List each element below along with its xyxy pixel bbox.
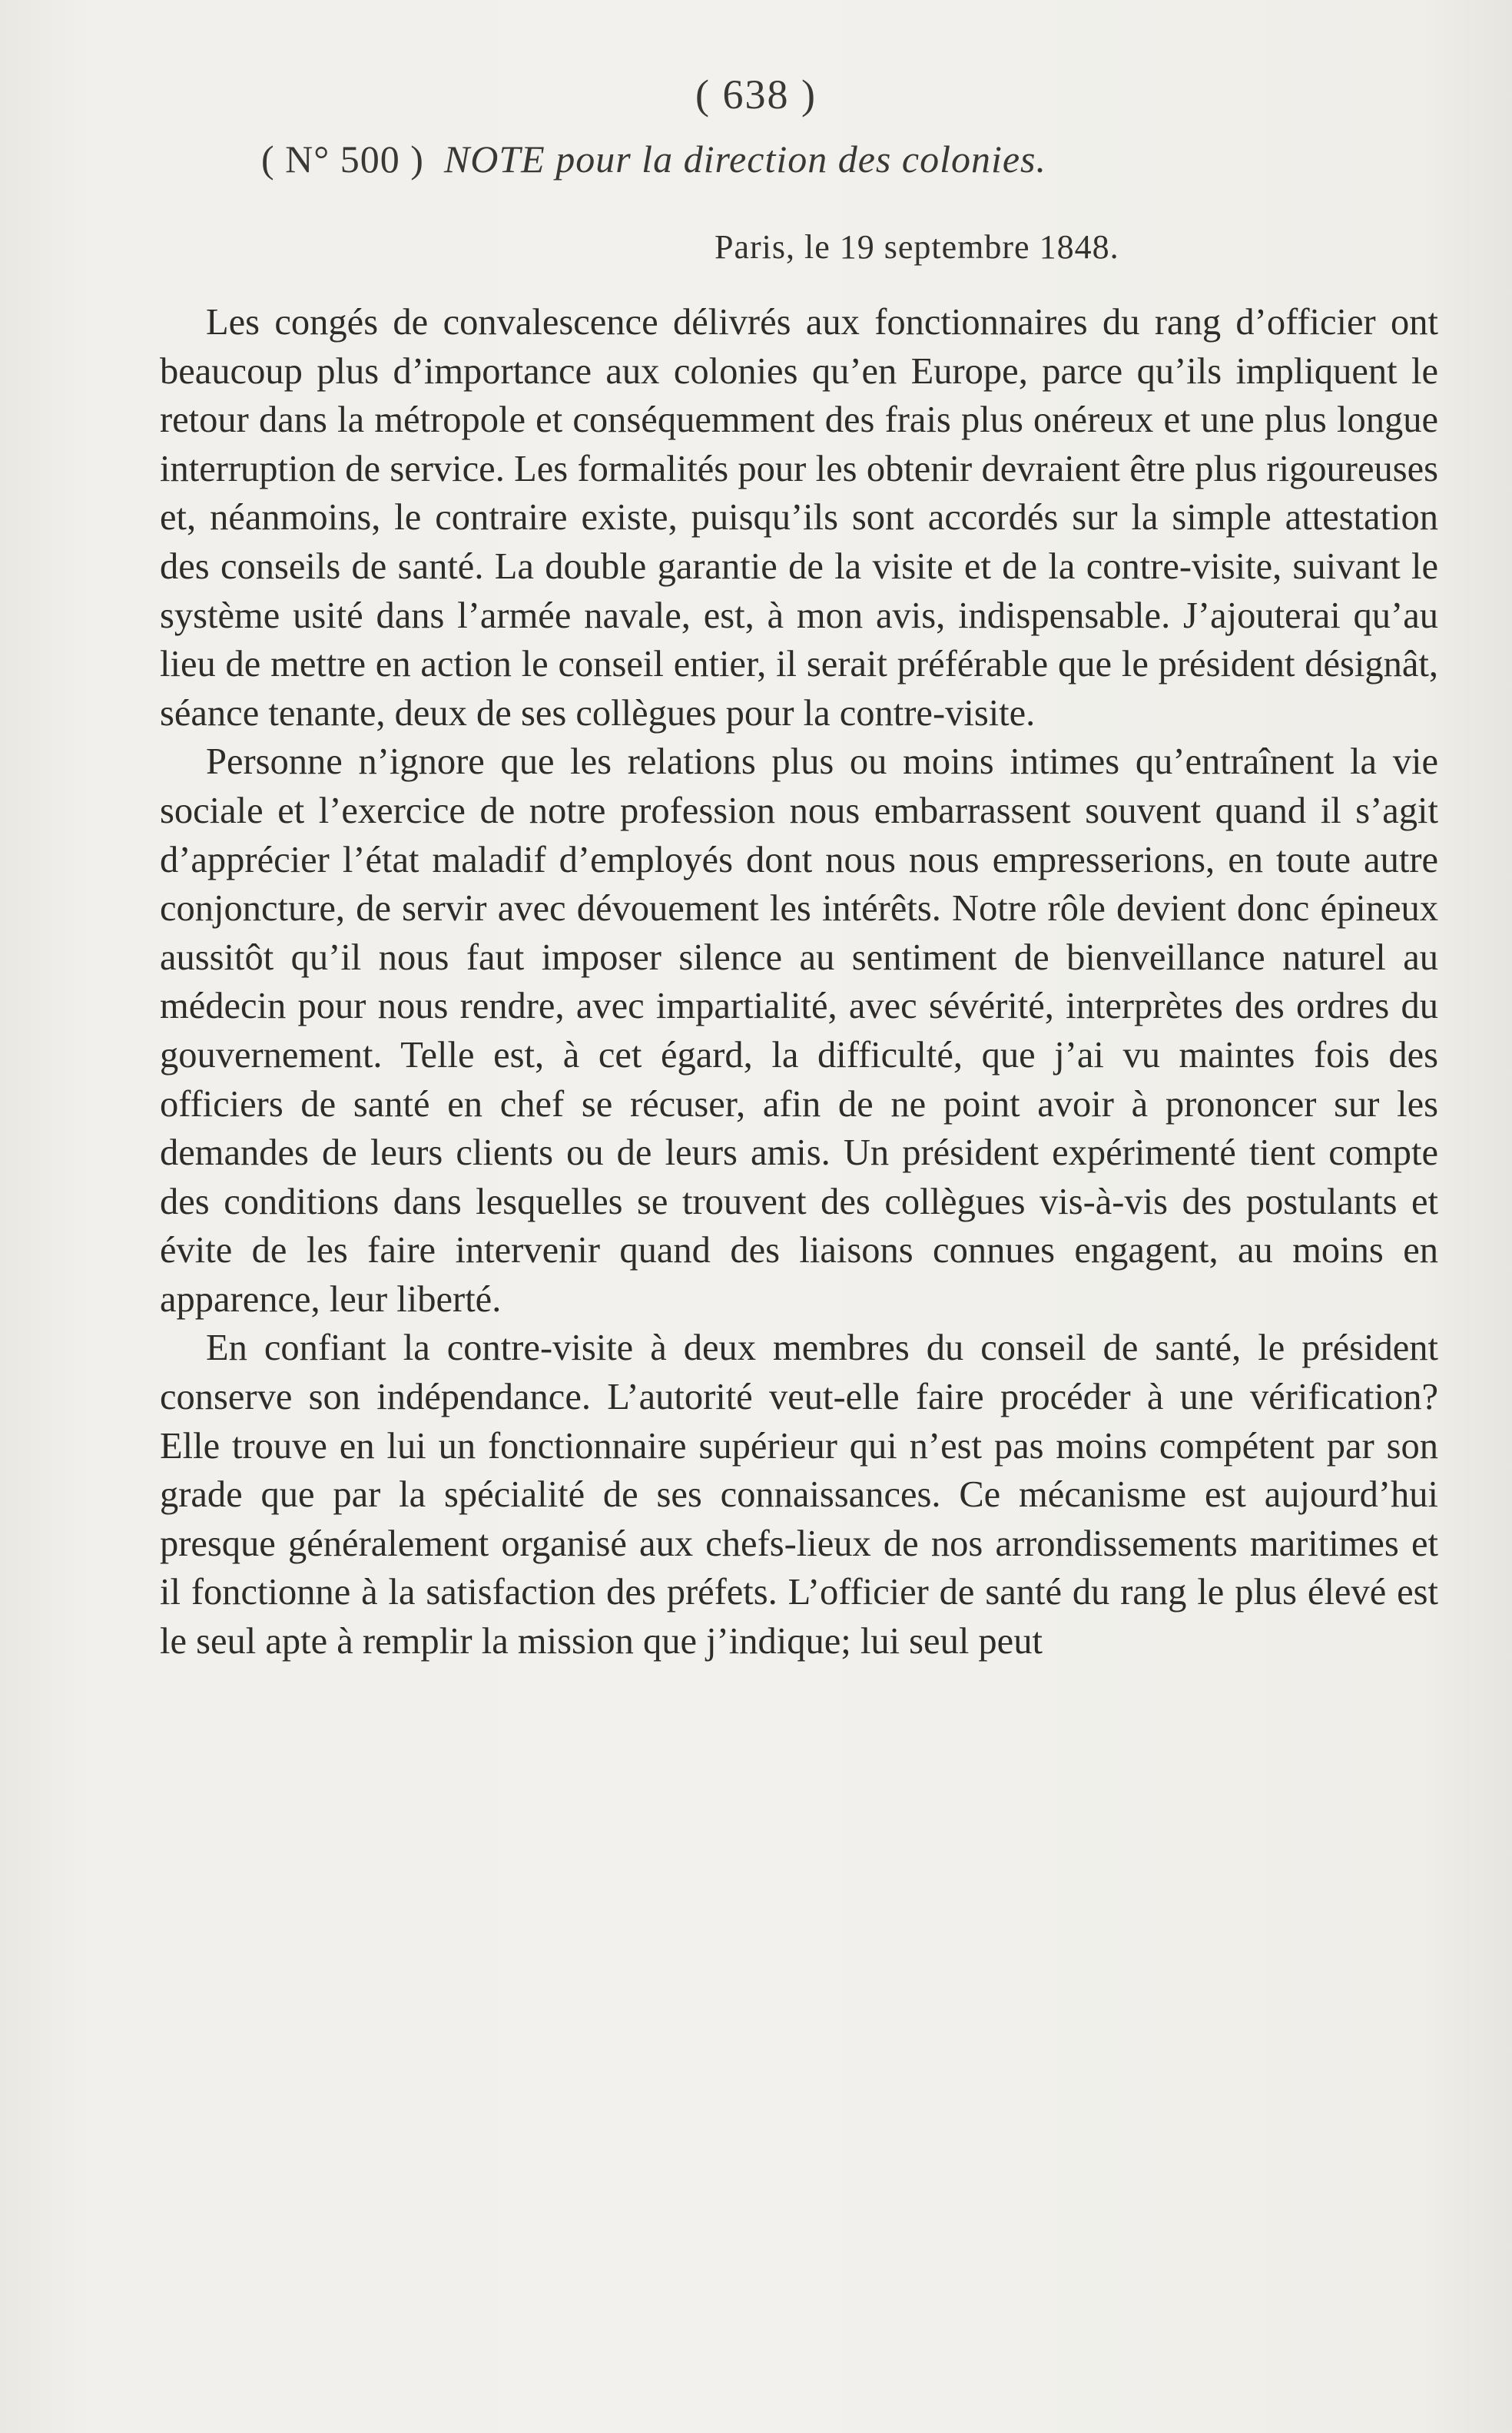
page-number: ( 638 ) [695, 71, 817, 118]
document-reference: ( N° 500 ) [261, 138, 424, 181]
paragraph: Les congés de convalescence délivrés aux fonctionnaires du rang d’officier ont beaucoup plus d’importance aux colonies qu’en Europe, parce qu’ils impliquent le retour dans la métropole et conséquemment des frais plus onéreux et une plus longue interruption de service. Les formalités pour les obtenir devraient être plus rigoureuses et, néanmoins, le contraire existe, puisqu’ils sont accordés sur la simple attestation des conseils de santé. La double garantie de la visite et de la contre-visite, suivant le système usité dans l’armée navale, est, à mon avis, indispensable. J’ajouterai qu’au lieu de mettre en action le conseil entier, il serait préférable que le président désignât, séance tenante, deux de ses collègues pour la contre-visite. [160, 302, 1438, 734]
paragraph: Personne n’ignore que les relations plus ou moins intimes qu’entraînent la vie sociale et l’exercice de notre profession nous embarrassent souvent quand il s’agit d’apprécier l’état maladif d’employés dont nous nous empresserions, en toute autre conjoncture, de servir avec dévouement les intérêts. Notre rôle devient donc épineux aussitôt qu’il nous faut imposer silence au sentiment de bienveillance naturel au médecin pour nous rendre, avec impartialité, avec sévérité, interprètes des ordres du gouvernement. Telle est, à cet égard, la difficulté, que j’ai vu maintes fois des officiers de santé en chef se récuser, afin de ne point avoir à prononcer sur les demandes de leurs clients ou de leurs amis. Un président expérimenté tient compte des conditions dans lesquelles se trouvent des collègues vis-à-vis des postulants et évite de les faire intervenir quand des liaisons connues engagent, au moins en apparence, leur liberté. [160, 741, 1438, 1320]
document-title: NOTE pour la direction des colonies. [443, 138, 1047, 181]
body-text [160, 298, 1438, 1666]
document-heading [261, 137, 1046, 181]
paragraph: En confiant la contre-visite à deux membres du conseil de santé, le président conserve son indépendance. L’autorité veut-elle faire procéder à une vérification? Elle trouve en lui un fonctionnaire supérieur qui n’est pas moins compétent par son grade que par la spécialité de ses connaissances. Ce mécanisme est aujourd’hui presque généralement organisé aux chefs-lieux de nos arrondissements maritimes et il fonctionne à la satisfaction des préfets. L’officier de santé du rang le plus élevé est le seul apte à remplir la mission que j’indique; lui seul peut [160, 1328, 1438, 1662]
dateline: Paris, le 19 septembre 1848. [715, 228, 1119, 266]
